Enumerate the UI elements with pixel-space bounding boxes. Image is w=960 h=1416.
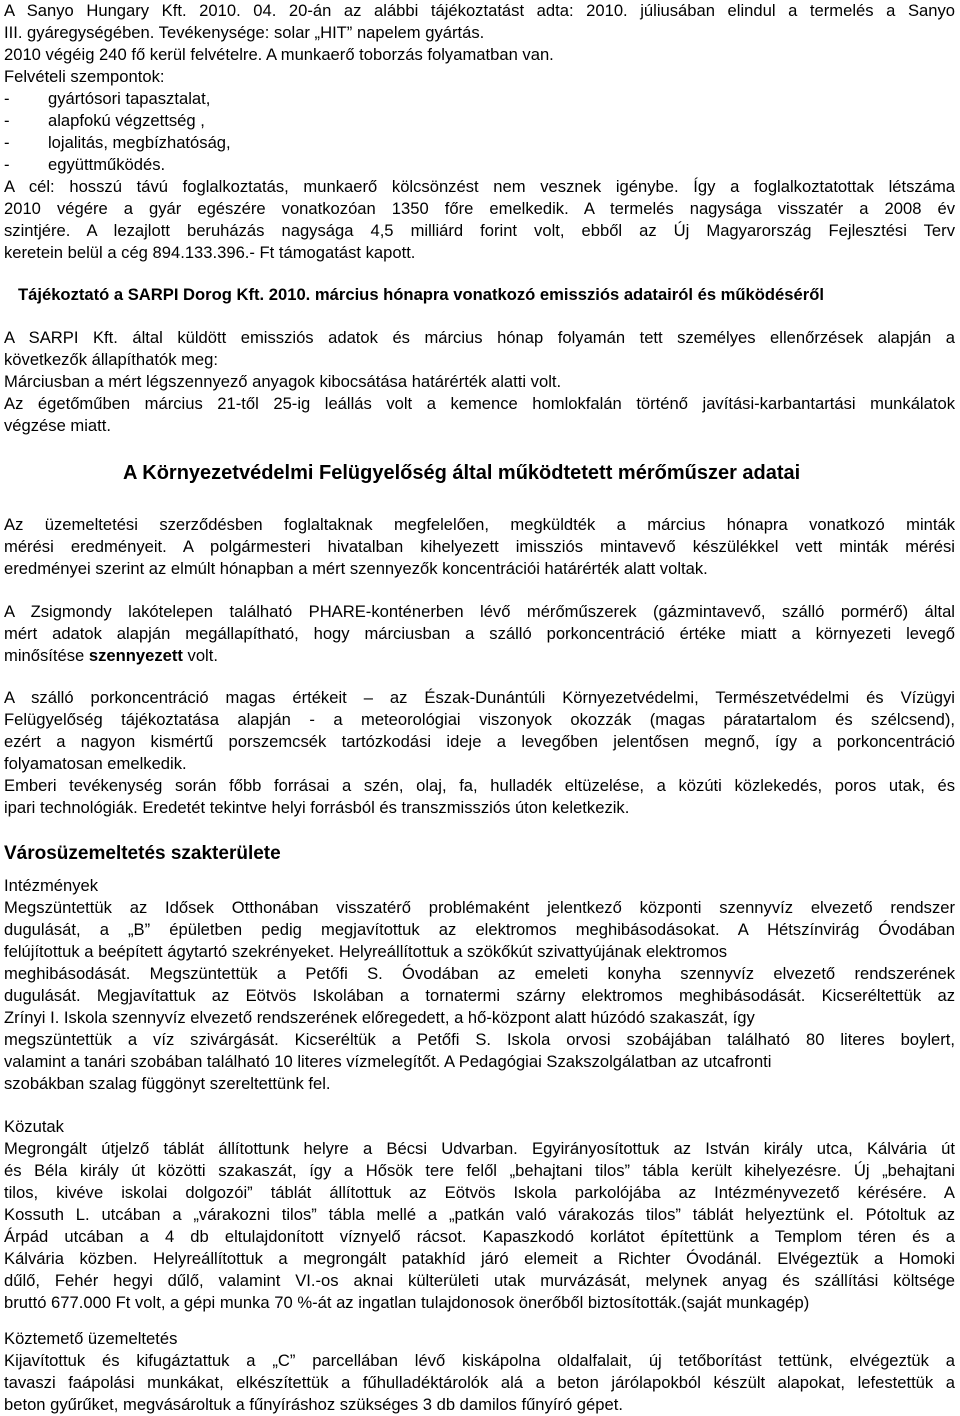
text-line: III. gyáregységében. Tevékenysége: solar „HIT” napelem gyártás.: [4, 23, 485, 42]
text-line: Megszüntettük az Idősek Otthonában visszatérő problémaként jelentkező központi szennyvíz elvezető rendszer: [4, 898, 955, 917]
list-item: [4, 132, 231, 154]
text-line: mért adatok alapján megállapítható, hogy márciusban a szálló porkoncentráció értéke miatt a környezeti levegő: [4, 624, 955, 643]
text-line: ipari technológiák. Eredetét tekintve helyi forrásból és transzmissziós úton keletkezik.: [4, 798, 630, 817]
list-item: [4, 154, 165, 176]
text-line: beton gyűrűket, megvásároltuk a fűnyíráshoz szükséges 3 db damilos fűnyíró gépet.: [4, 1395, 623, 1414]
text-line: Az üzemeltetési szerződésben foglaltaknak megfelelően, megküldték a március hónapra vonatkozó minták: [4, 515, 955, 534]
text-line: szintjére. A lezajlott beruházás nagysága 4,5 milliárd forint volt, ebből az Új Magyarország Fejlesztési Terv: [4, 221, 955, 240]
text-line: A Zsigmondy lakótelepen található PHARE-konténerben lévő mérőműszerek (gázmintavevő, szálló pormérő) által: [4, 602, 955, 621]
text-line: és Béla király út közötti szakaszát, így a Hősök tere felől „behajtani tilos” tábla került kihelyezésre. Új „behajtani: [4, 1161, 955, 1180]
text-line: A Sanyo Hungary Kft. 2010. 04. 20-án az alábbi tájékoztatást adta: 2010. júliusában elindul a termelés a Sanyo: [4, 1, 955, 20]
text-line: mérési eredményeit. A polgármesteri hivatalban kihelyezett imissziós mintavevő készülékkel vett minták mérési: [4, 537, 955, 556]
list-dash: -: [4, 111, 10, 130]
text-line: A szálló porkoncentráció magas értékeit – az Észak-Dunántúli Környezetvédelmi, Természetvédelmi és Vízügyi: [4, 688, 955, 707]
text-line: megszüntettük a víz szivárgását. Kicseréltük a Petőfi S. Iskola orvosi szobájában található 80 literes boylert,: [4, 1030, 955, 1049]
text-line: meghibásodását. Megszüntettük a Petőfi S. Óvodában az emeleti konyha szennyvíz elvezető rendszerének: [4, 964, 955, 983]
text-line: Megrongált útjelző táblát állítottunk helyre a Bécsi Udvarban. Egyirányosítottuk az István király utca, Kálvária út: [4, 1139, 955, 1158]
subsection-label: Intézmények: [4, 876, 99, 895]
text-line: 2010 végéig 240 fő kerül felvételre. A munkaerő toborzás folyamatban van.: [4, 45, 554, 64]
text-line: Kijavítottuk és kifugáztattuk a „C” parcellában lévő kiskápolna oldalfalait, új tetőborítást tettünk, elvégeztük a: [4, 1351, 955, 1370]
list-item-text: lojalitás, megbízhatóság,: [48, 133, 231, 152]
text-line: felújítottuk a beépített ágytartó szekrényeket. Helyreállítottuk a szökőkút szivattyújának elektromos: [4, 942, 728, 961]
list-item-text: gyártósori tapasztalat,: [48, 89, 211, 108]
text-line: eredményei szerint az elmúlt hónapban a mért szennyezők koncentrációi határérték alatt voltak.: [4, 559, 708, 578]
text-line: keretein belül a cég 894.133.396.- Ft támogatást kapott.: [4, 243, 416, 262]
text-line: A SARPI Kft. által küldött emissziós adatok és március hónap folyamán tett személyes ellenőrzések alapján a: [4, 328, 955, 347]
emphasis-text: szennyezett: [88, 646, 183, 665]
text-line: 2010 végére a gyár egészére vonatkozóan 1350 főre emelkedik. A termelés nagysága visszatér a 2008 év: [4, 199, 955, 218]
text-span: volt.: [182, 646, 218, 665]
list-item-text: alapfokú végzettség ,: [48, 111, 205, 130]
section-heading: A Környezetvédelmi Felügyelőség által működtetett mérőműszer adatai: [123, 462, 801, 484]
text-line: valamint a tanári szobában található 10 literes vízmelegítőt. A Pedagógiai Szakszolgálatban az utcafronti: [4, 1052, 772, 1071]
section-heading: Városüzemeltetés szakterülete: [4, 843, 281, 864]
list-item: [4, 110, 205, 132]
text-line: szobákban szalag függönyt szereltettünk fel.: [4, 1074, 331, 1093]
text-line: Árpád utcában a 4 db eltulajdonított víznyelő rácsot. Kapaszkodó korlátot építettünk a Templom téren és a: [4, 1227, 955, 1246]
text-line: Felügyelőség tájékoztatása alapján - a meteorológiai viszonyok okozzák (magas páratartalom és szélcsend),: [4, 710, 955, 729]
text-line: Felvételi szempontok:: [4, 67, 165, 86]
text-line: tavaszi faápolási munkákat, elkészítettük a fűhulladéktárolók alá a beton járólapokból készült alapokat, lefestettük a: [4, 1373, 955, 1392]
list-dash: -: [4, 155, 10, 174]
text-line: Zrínyi I. Iskola szennyvíz elvezető rendszerének előregedett, a hő-központ alatt húzódó szakaszát, így: [4, 1008, 755, 1027]
list-item-text: együttműködés.: [48, 155, 166, 174]
text-line: dűlő, Fehér hegyi dűlő, valamint VI.-os aknai külterületi utak murvázását, melynek anyag és szállítási költsége: [4, 1271, 955, 1290]
text-line: Kossuth L. utcában a „várakozni tilos” tábla mellé a „patkán való várakozás tilos” táblát helyeztünk el. Pótoltuk az: [4, 1205, 955, 1224]
text-line: dugulását, a „B” épületben pedig megjavítottuk az elektromos meghibásodásokat. A Hétszínvirág Óvodában: [4, 920, 955, 939]
subsection-label: Köztemető üzemeltetés: [4, 1329, 178, 1348]
text-line: Emberi tevékenység során főbb forrásai a szén, olaj, fa, hulladék eltüzelése, a közúti közlekedés, poros utak, és: [4, 776, 955, 795]
list-dash: -: [4, 133, 10, 152]
text-line: ezért a nagyon kismértű porszemcsék tartózkodási ideje a levegőben jelentősen megnő, így a porkoncentráció: [4, 732, 955, 751]
text-line: következők állapíthatók meg:: [4, 350, 218, 369]
text-line: Márciusban a mért légszennyező anyagok kibocsátása határérték alatti volt.: [4, 372, 562, 391]
text-line: Kálvária közben. Helyreállítottuk a megrongált patakhíd járó elemeit a Richter Óvodánál. Elvégeztük a Homoki: [4, 1249, 955, 1268]
text-line: [4, 645, 218, 667]
subsection-label: Közutak: [4, 1117, 64, 1136]
section-title: Tájékoztató a SARPI Dorog Kft. 2010. március hónapra vonatkozó emissziós adatairól és működéséről: [18, 285, 824, 304]
text-line: bruttó 677.000 Ft volt, a gépi munka 70 %-át az ingatlan tulajdonosok önerőből biztosították.(saját munkagép): [4, 1293, 810, 1312]
text-line: Az égetőműben március 21-től 25-ig leállás volt a kemence homlokfalán történő javítási-karbantartási munkálatok: [4, 394, 955, 413]
text-line: tilos, kivéve iskolai dolgozói” táblát állítottuk az Eötvös Iskola parkolójába az Intézményvezető kérésére. A: [4, 1183, 955, 1202]
text-span: minősítése: [4, 646, 89, 665]
list-item: [4, 88, 210, 110]
list-dash: -: [4, 89, 10, 108]
text-line: A cél: hosszú távú foglalkoztatás, munkaerő kölcsönzést nem vesznek igénybe. Így a foglalkoztatottak létszáma: [4, 177, 955, 196]
text-line: dugulását. Megjavítattuk az Eötvös Iskolában a tornatermi szárny elektromos meghibásodását. Kicseréltettük az: [4, 986, 955, 1005]
text-line: folyamatosan emelkedik.: [4, 754, 187, 773]
text-line: végzése miatt.: [4, 416, 111, 435]
